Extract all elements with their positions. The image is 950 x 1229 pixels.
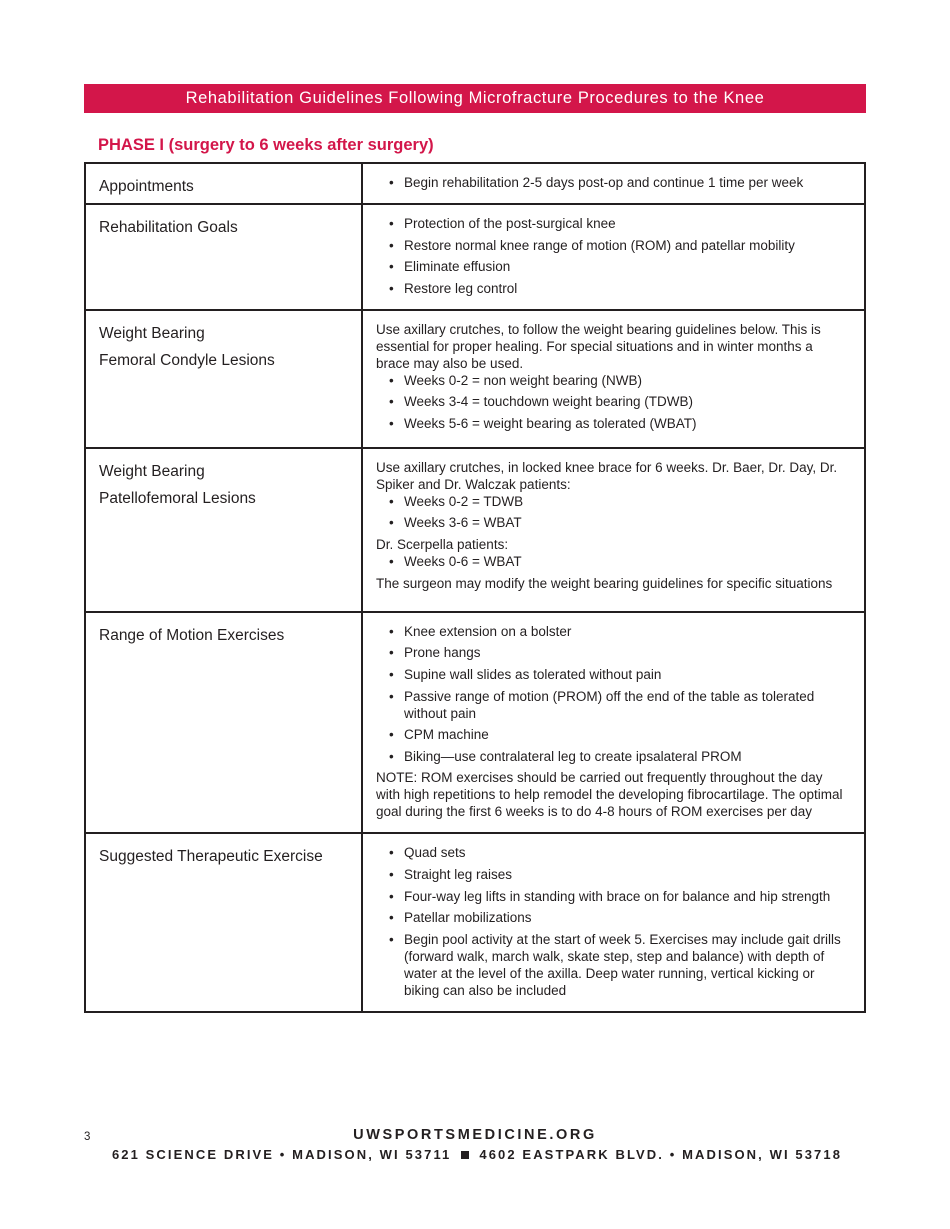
row-label-cell — [85, 163, 362, 204]
row-label-cell — [85, 612, 362, 834]
content-paragraph: NOTE: ROM exercises should be carried out frequently throughout the day with high repetitions to help remodel the developing fibrocartilage. The optimal goal during the first 6 weeks is to do 4-8 hours of ROM exercises per day — [376, 770, 843, 820]
list-item: • Restore normal knee range of motion (ROM) and patellar mobility — [376, 237, 848, 254]
row-label-cell — [85, 310, 362, 448]
row-label: Range of Motion Exercises — [99, 626, 285, 644]
row-content-cell — [362, 310, 865, 448]
banner-title: Rehabilitation Guidelines Following Microfracture Procedures to the Knee — [185, 89, 765, 107]
row-label-cell — [85, 833, 362, 1011]
row-label: Suggested Therapeutic Exercise — [99, 848, 323, 866]
guidelines-table — [84, 162, 866, 1013]
bullet-list — [376, 493, 848, 532]
list-item: • Passive range of motion (PROM) off the end of the table as tolerated without pain — [376, 688, 848, 722]
list-item: • Begin rehabilitation 2-5 days post-op and continue 1 time per week — [376, 174, 848, 191]
guidelines-table-body — [85, 163, 865, 1012]
row-content-cell — [362, 163, 865, 204]
bullet-list — [376, 174, 848, 191]
row-content-cell — [362, 833, 865, 1011]
address-eastpark: 4602 EASTPARK BLVD. • MADISON, WI 53718 — [479, 1147, 843, 1162]
list-item: • Weeks 0-2 = non weight bearing (NWB) — [376, 372, 848, 389]
phase-title: PHASE I (surgery to 6 weeks after surgery) — [98, 136, 434, 154]
table-row — [85, 163, 865, 204]
list-item: • Protection of the post-surgical knee — [376, 215, 848, 232]
list-item: • Weeks 0-6 = WBAT — [376, 553, 848, 570]
footer-address — [0, 1147, 950, 1162]
document-banner — [84, 84, 866, 113]
list-item: • Eliminate effusion — [376, 258, 848, 275]
footer-url[interactable]: UWSPORTSMEDICINE.ORG — [353, 1127, 597, 1143]
row-label: Weight Bearing — [99, 324, 205, 342]
list-item: • Weeks 0-2 = TDWB — [376, 493, 848, 510]
list-item: • Weeks 5-6 = weight bearing as tolerated (WBAT) — [376, 415, 848, 432]
page-number: 3 — [84, 1131, 91, 1143]
table-row — [85, 448, 865, 612]
row-content-cell — [362, 204, 865, 310]
bullet-list — [376, 553, 848, 570]
list-item: • Prone hangs — [376, 644, 848, 661]
row-label: Appointments — [99, 178, 194, 195]
list-item: • Biking—use contralateral leg to create ipsalateral PROM — [376, 748, 848, 765]
bullet-list — [376, 623, 848, 765]
list-item: • Straight leg raises — [376, 866, 848, 883]
bullet-list — [376, 372, 848, 432]
list-item: • Knee extension on a bolster — [376, 623, 848, 640]
list-item: • Restore leg control — [376, 280, 848, 297]
address-science-drive: 621 SCIENCE DRIVE • MADISON, WI 53711 — [111, 1147, 452, 1162]
row-label: Patellofemoral Lesions — [99, 489, 256, 507]
list-item: • Patellar mobilizations — [376, 909, 848, 926]
list-item: • Begin pool activity at the start of week 5. Exercises may include gait drills (forward walk, march walk, skate step, step and balance) with depth of water at the level of the axilla. Deep water running, vertical kicking or biking can also be included — [376, 931, 848, 999]
table-row — [85, 833, 865, 1011]
content-paragraph: The surgeon may modify the weight bearing guidelines for specific situations — [376, 575, 833, 591]
bullet-list — [376, 215, 848, 297]
row-label: Femoral Condyle Lesions — [99, 351, 275, 369]
list-item: • CPM machine — [376, 726, 848, 743]
row-content-cell — [362, 448, 865, 612]
separator-square-icon — [461, 1151, 469, 1159]
content-paragraph: Use axillary crutches, to follow the weight bearing guidelines below. This is essential for proper healing. For special situations and in winter months a brace may also be used. — [376, 321, 821, 371]
table-row — [85, 204, 865, 310]
table-row — [85, 310, 865, 448]
row-label-cell — [85, 204, 362, 310]
row-label: Rehabilitation Goals — [99, 219, 238, 236]
row-label: Weight Bearing — [99, 462, 205, 480]
row-label-cell — [85, 448, 362, 612]
content-paragraph: Use axillary crutches, in locked knee brace for 6 weeks. Dr. Baer, Dr. Day, Dr. Spiker and Dr. Walczak patients: — [376, 459, 838, 492]
list-item: • Weeks 3-6 = WBAT — [376, 514, 848, 531]
list-item: • Supine wall slides as tolerated without pain — [376, 666, 848, 683]
table-row — [85, 612, 865, 834]
row-content-cell — [362, 612, 865, 834]
content-paragraph: Dr. Scerpella patients: — [376, 536, 509, 552]
list-item: • Four-way leg lifts in standing with brace on for balance and hip strength — [376, 888, 848, 905]
list-item: • Quad sets — [376, 844, 848, 861]
list-item: • Weeks 3-4 = touchdown weight bearing (TDWB) — [376, 393, 848, 410]
bullet-list — [376, 844, 848, 998]
